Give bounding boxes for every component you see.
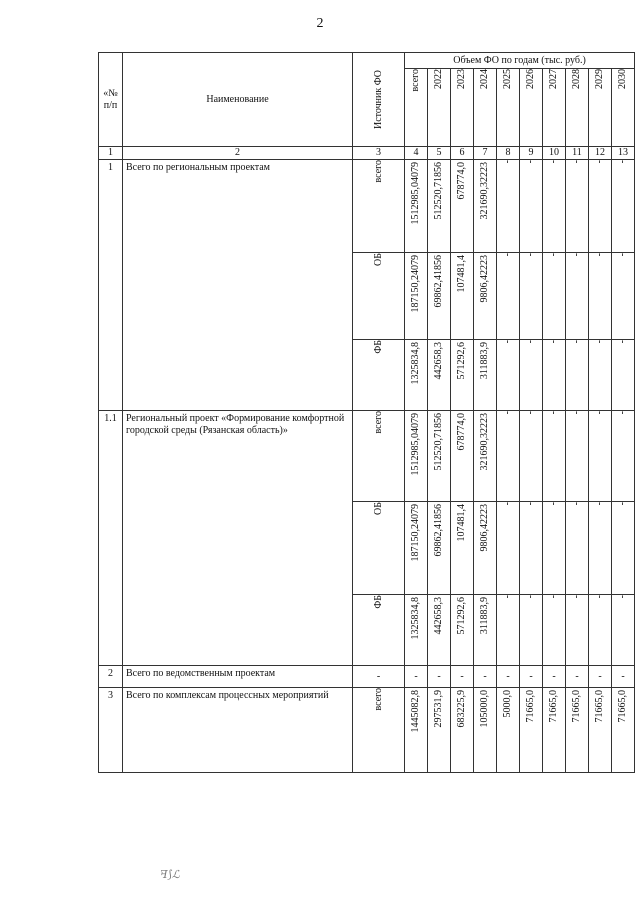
row-num: 1.1 bbox=[99, 411, 123, 666]
source-cell: всего bbox=[353, 688, 405, 773]
row-name: Всего по региональным проектам bbox=[123, 160, 353, 411]
value-cell: - bbox=[589, 160, 612, 253]
value-cell: 1325834,8 bbox=[405, 340, 428, 411]
header-year-2024: 2024 bbox=[474, 69, 497, 147]
value-cell: 71665,0 bbox=[589, 688, 612, 773]
value-cell: - bbox=[566, 253, 589, 340]
value-cell: 71665,0 bbox=[566, 688, 589, 773]
table-row bbox=[99, 160, 635, 253]
value-cell: 1512985,04079 bbox=[405, 411, 428, 502]
col-number: 3 bbox=[353, 147, 405, 160]
col-number: 1 bbox=[99, 147, 123, 160]
page-number: 2 bbox=[316, 16, 324, 31]
value-cell: 69862,41856 bbox=[428, 502, 451, 595]
value-cell: 321690,32223 bbox=[474, 411, 497, 502]
value-cell: 69862,41856 bbox=[428, 253, 451, 340]
row-name: Всего по комплексам процессных мероприятий bbox=[123, 688, 353, 773]
value-cell: - bbox=[497, 160, 520, 253]
value-cell: 5000,0 bbox=[497, 688, 520, 773]
value-cell: - bbox=[497, 595, 520, 666]
value-cell: 678774,0 bbox=[451, 160, 474, 253]
value-cell: - bbox=[520, 502, 543, 595]
col-number: 2 bbox=[123, 147, 353, 160]
row-name: Всего по ведомственным проектам bbox=[123, 666, 353, 688]
value-cell: - bbox=[520, 253, 543, 340]
value-cell: - bbox=[589, 502, 612, 595]
value-cell: 71665,0 bbox=[612, 688, 635, 773]
value-cell: - bbox=[520, 666, 543, 688]
value-cell: 571292,6 bbox=[451, 340, 474, 411]
value-cell: - bbox=[520, 595, 543, 666]
source-cell: всего bbox=[353, 411, 405, 502]
value-cell: - bbox=[589, 340, 612, 411]
value-cell: - bbox=[497, 340, 520, 411]
source-cell: ФБ bbox=[353, 340, 405, 411]
header-year-всего: всего bbox=[405, 69, 428, 147]
value-cell: - bbox=[497, 502, 520, 595]
source-cell: ОБ bbox=[353, 253, 405, 340]
value-cell: 107481,4 bbox=[451, 253, 474, 340]
value-cell: - bbox=[566, 340, 589, 411]
row-num: 3 bbox=[99, 688, 123, 773]
col-number: 10 bbox=[543, 147, 566, 160]
col-number: 6 bbox=[451, 147, 474, 160]
table-row bbox=[99, 688, 635, 773]
value-cell: - bbox=[612, 595, 635, 666]
value-cell: 321690,32223 bbox=[474, 160, 497, 253]
col-number: 7 bbox=[474, 147, 497, 160]
col-number: 11 bbox=[566, 147, 589, 160]
value-cell: - bbox=[589, 595, 612, 666]
table-row bbox=[99, 411, 635, 502]
value-cell: 1325834,8 bbox=[405, 595, 428, 666]
value-cell: - bbox=[520, 411, 543, 502]
value-cell: - bbox=[566, 595, 589, 666]
value-cell: - bbox=[428, 666, 451, 688]
value-cell: - bbox=[566, 502, 589, 595]
value-cell: - bbox=[566, 666, 589, 688]
value-cell: - bbox=[451, 666, 474, 688]
value-cell: - bbox=[566, 411, 589, 502]
value-cell: 105000,0 bbox=[474, 688, 497, 773]
value-cell: - bbox=[497, 411, 520, 502]
header-num: «№ п/п bbox=[99, 53, 123, 147]
value-cell: 311883,9 bbox=[474, 340, 497, 411]
handwritten-mark: ꟻ⟆ℒ bbox=[160, 869, 180, 881]
value-cell: - bbox=[497, 253, 520, 340]
value-cell: 512520,71856 bbox=[428, 160, 451, 253]
value-cell: - bbox=[543, 595, 566, 666]
header-year-2028: 2028 bbox=[566, 69, 589, 147]
value-cell: 187150,24079 bbox=[405, 502, 428, 595]
value-cell: - bbox=[497, 666, 520, 688]
header-year-2026: 2026 bbox=[520, 69, 543, 147]
table-row bbox=[99, 666, 635, 688]
value-cell: - bbox=[589, 411, 612, 502]
value-cell: - bbox=[612, 253, 635, 340]
value-cell: 512520,71856 bbox=[428, 411, 451, 502]
source-cell: всего bbox=[353, 160, 405, 253]
value-cell: - bbox=[543, 253, 566, 340]
value-cell: 311883,9 bbox=[474, 595, 497, 666]
value-cell: 442658,3 bbox=[428, 340, 451, 411]
header-volume: Объем ФО по годам (тыс. руб.) bbox=[405, 53, 635, 69]
value-cell: 683225,9 bbox=[451, 688, 474, 773]
value-cell: - bbox=[612, 666, 635, 688]
value-cell: - bbox=[520, 160, 543, 253]
row-num: 1 bbox=[99, 160, 123, 411]
col-number: 8 bbox=[497, 147, 520, 160]
header-year-2025: 2025 bbox=[497, 69, 520, 147]
source-cell: ФБ bbox=[353, 595, 405, 666]
value-cell: - bbox=[612, 160, 635, 253]
value-cell: 71665,0 bbox=[520, 688, 543, 773]
value-cell: 1445082,8 bbox=[405, 688, 428, 773]
value-cell: - bbox=[520, 340, 543, 411]
value-cell: - bbox=[612, 411, 635, 502]
col-number: 9 bbox=[520, 147, 543, 160]
value-cell: - bbox=[543, 502, 566, 595]
value-cell: - bbox=[543, 160, 566, 253]
value-cell: - bbox=[543, 666, 566, 688]
value-cell: - bbox=[543, 411, 566, 502]
col-number: 13 bbox=[612, 147, 635, 160]
col-number: 4 bbox=[405, 147, 428, 160]
value-cell: 1512985,04079 bbox=[405, 160, 428, 253]
value-cell: - bbox=[612, 502, 635, 595]
value-cell: - bbox=[566, 160, 589, 253]
value-cell: 9806,42223 bbox=[474, 253, 497, 340]
value-cell: - bbox=[543, 340, 566, 411]
header-name: Наименование bbox=[123, 53, 353, 147]
header-year-2023: 2023 bbox=[451, 69, 474, 147]
value-cell: 9806,42223 bbox=[474, 502, 497, 595]
value-cell: 297531,9 bbox=[428, 688, 451, 773]
value-cell: 107481,4 bbox=[451, 502, 474, 595]
value-cell: 442658,3 bbox=[428, 595, 451, 666]
col-number: 12 bbox=[589, 147, 612, 160]
header-year-2022: 2022 bbox=[428, 69, 451, 147]
value-cell: - bbox=[474, 666, 497, 688]
header-year-2030: 2030 bbox=[612, 69, 635, 147]
value-cell: 71665,0 bbox=[543, 688, 566, 773]
source-cell: ОБ bbox=[353, 502, 405, 595]
value-cell: 187150,24079 bbox=[405, 253, 428, 340]
header-year-2029: 2029 bbox=[589, 69, 612, 147]
value-cell: - bbox=[589, 666, 612, 688]
col-number: 5 bbox=[428, 147, 451, 160]
value-cell: 571292,6 bbox=[451, 595, 474, 666]
row-name: Региональный проект «Формирование комфортной городской среды (Рязанская область)» bbox=[123, 411, 353, 666]
source-cell: - bbox=[353, 666, 405, 688]
header-source: Источник ФО bbox=[353, 53, 405, 147]
value-cell: - bbox=[612, 340, 635, 411]
row-num: 2 bbox=[99, 666, 123, 688]
value-cell: - bbox=[405, 666, 428, 688]
financing-table bbox=[98, 52, 635, 773]
value-cell: - bbox=[589, 253, 612, 340]
header-year-2027: 2027 bbox=[543, 69, 566, 147]
value-cell: 678774,0 bbox=[451, 411, 474, 502]
